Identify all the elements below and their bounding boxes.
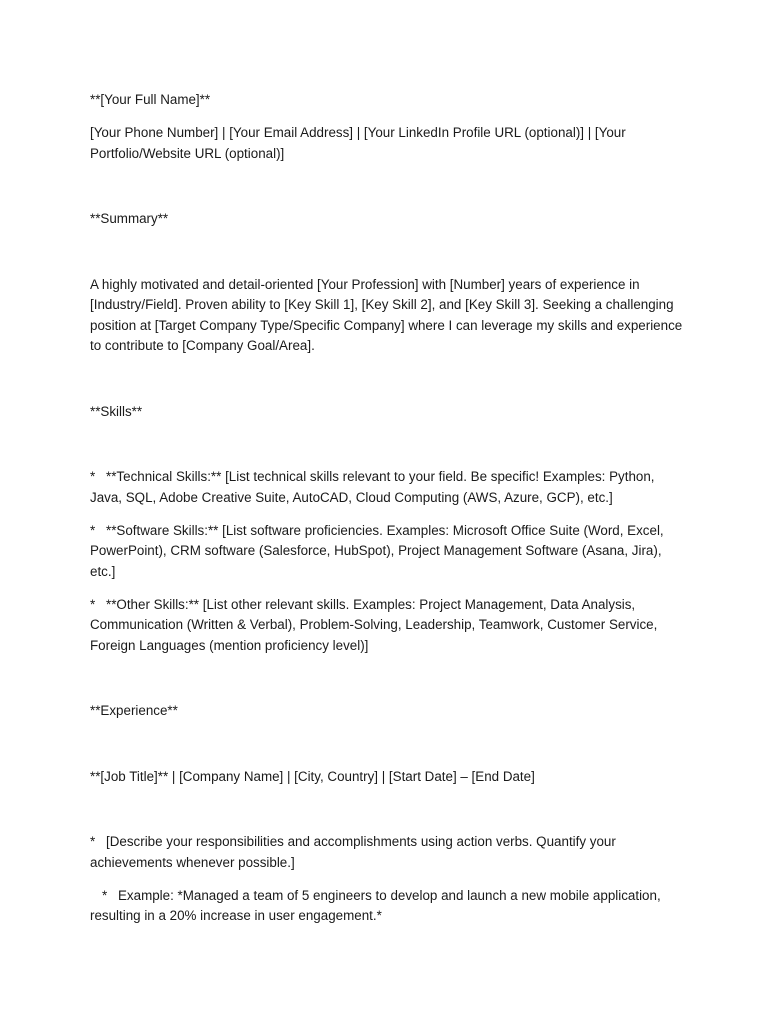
name-line: **[Your Full Name]**	[90, 92, 211, 107]
contact-line: [Your Phone Number] | [Your Email Address] | [Your LinkedIn Profile URL (optional)] | [Your Portfolio/Website URL (optional)]	[90, 125, 626, 161]
skill-item-text: **Technical Skills:** [List technical skills relevant to your field. Be specific! Examples: Python, Java, SQL, Adobe Creative Suite, AutoCAD, Cloud Computing (AWS, Azure, GCP), etc.]	[90, 469, 655, 505]
skills-heading: **Skills**	[90, 403, 143, 419]
skill-item-text: **Software Skills:** [List software proficiencies. Examples: Microsoft Office Suite (Word, Excel, PowerPoint), CRM software (Salesforce, HubSpot), Project Management Software (Asana, Jira), etc.]	[90, 522, 664, 579]
job-line: **[Job Title]** | [Company Name] | [City, Country] | [Start Date] – [End Date]	[90, 768, 535, 784]
summary-heading: **Summary**	[90, 211, 169, 226]
experience-bullet-text: [Describe your responsibilities and accomplishments using action verbs. Quantify your achievements whenever possible.]	[90, 834, 616, 870]
experience-example	[90, 886, 690, 927]
bullet-marker: *	[90, 522, 96, 538]
skill-item-technical	[90, 467, 690, 508]
bullet-marker: *	[102, 887, 108, 903]
experience-heading: **Experience**	[90, 703, 178, 718]
bullet-marker: *	[90, 469, 96, 484]
skill-item-text: **Other Skills:** [List other relevant skills. Examples: Project Management, Data Analysis, Communication (Written & Verbal), Problem-Solving, Leadership, Teamwork, Customer Service, Foreign Languages (mention proficiency level)]	[90, 596, 658, 653]
experience-bullet	[90, 832, 690, 873]
bullet-marker: *	[90, 834, 96, 849]
skill-item-software	[90, 521, 690, 583]
document-page	[90, 90, 690, 927]
skill-item-other	[90, 595, 690, 657]
experience-example-text: Example: *Managed a team of 5 engineers to develop and launch a new mobile application, resulting in a 20% increase in user engagement.*	[90, 887, 661, 923]
bullet-marker: *	[90, 596, 96, 612]
summary-text: A highly motivated and detail-oriented [Your Profession] with [Number] years of experience in [Industry/Field]. Proven ability to [Key Skill 1], [Key Skill 2], and [Key Skill 3]. Seeking a challenging position at [Target Company Type/Specific Company] where I can leverage my skills and experience to contribute to [Company Goal/Area].	[90, 276, 683, 353]
